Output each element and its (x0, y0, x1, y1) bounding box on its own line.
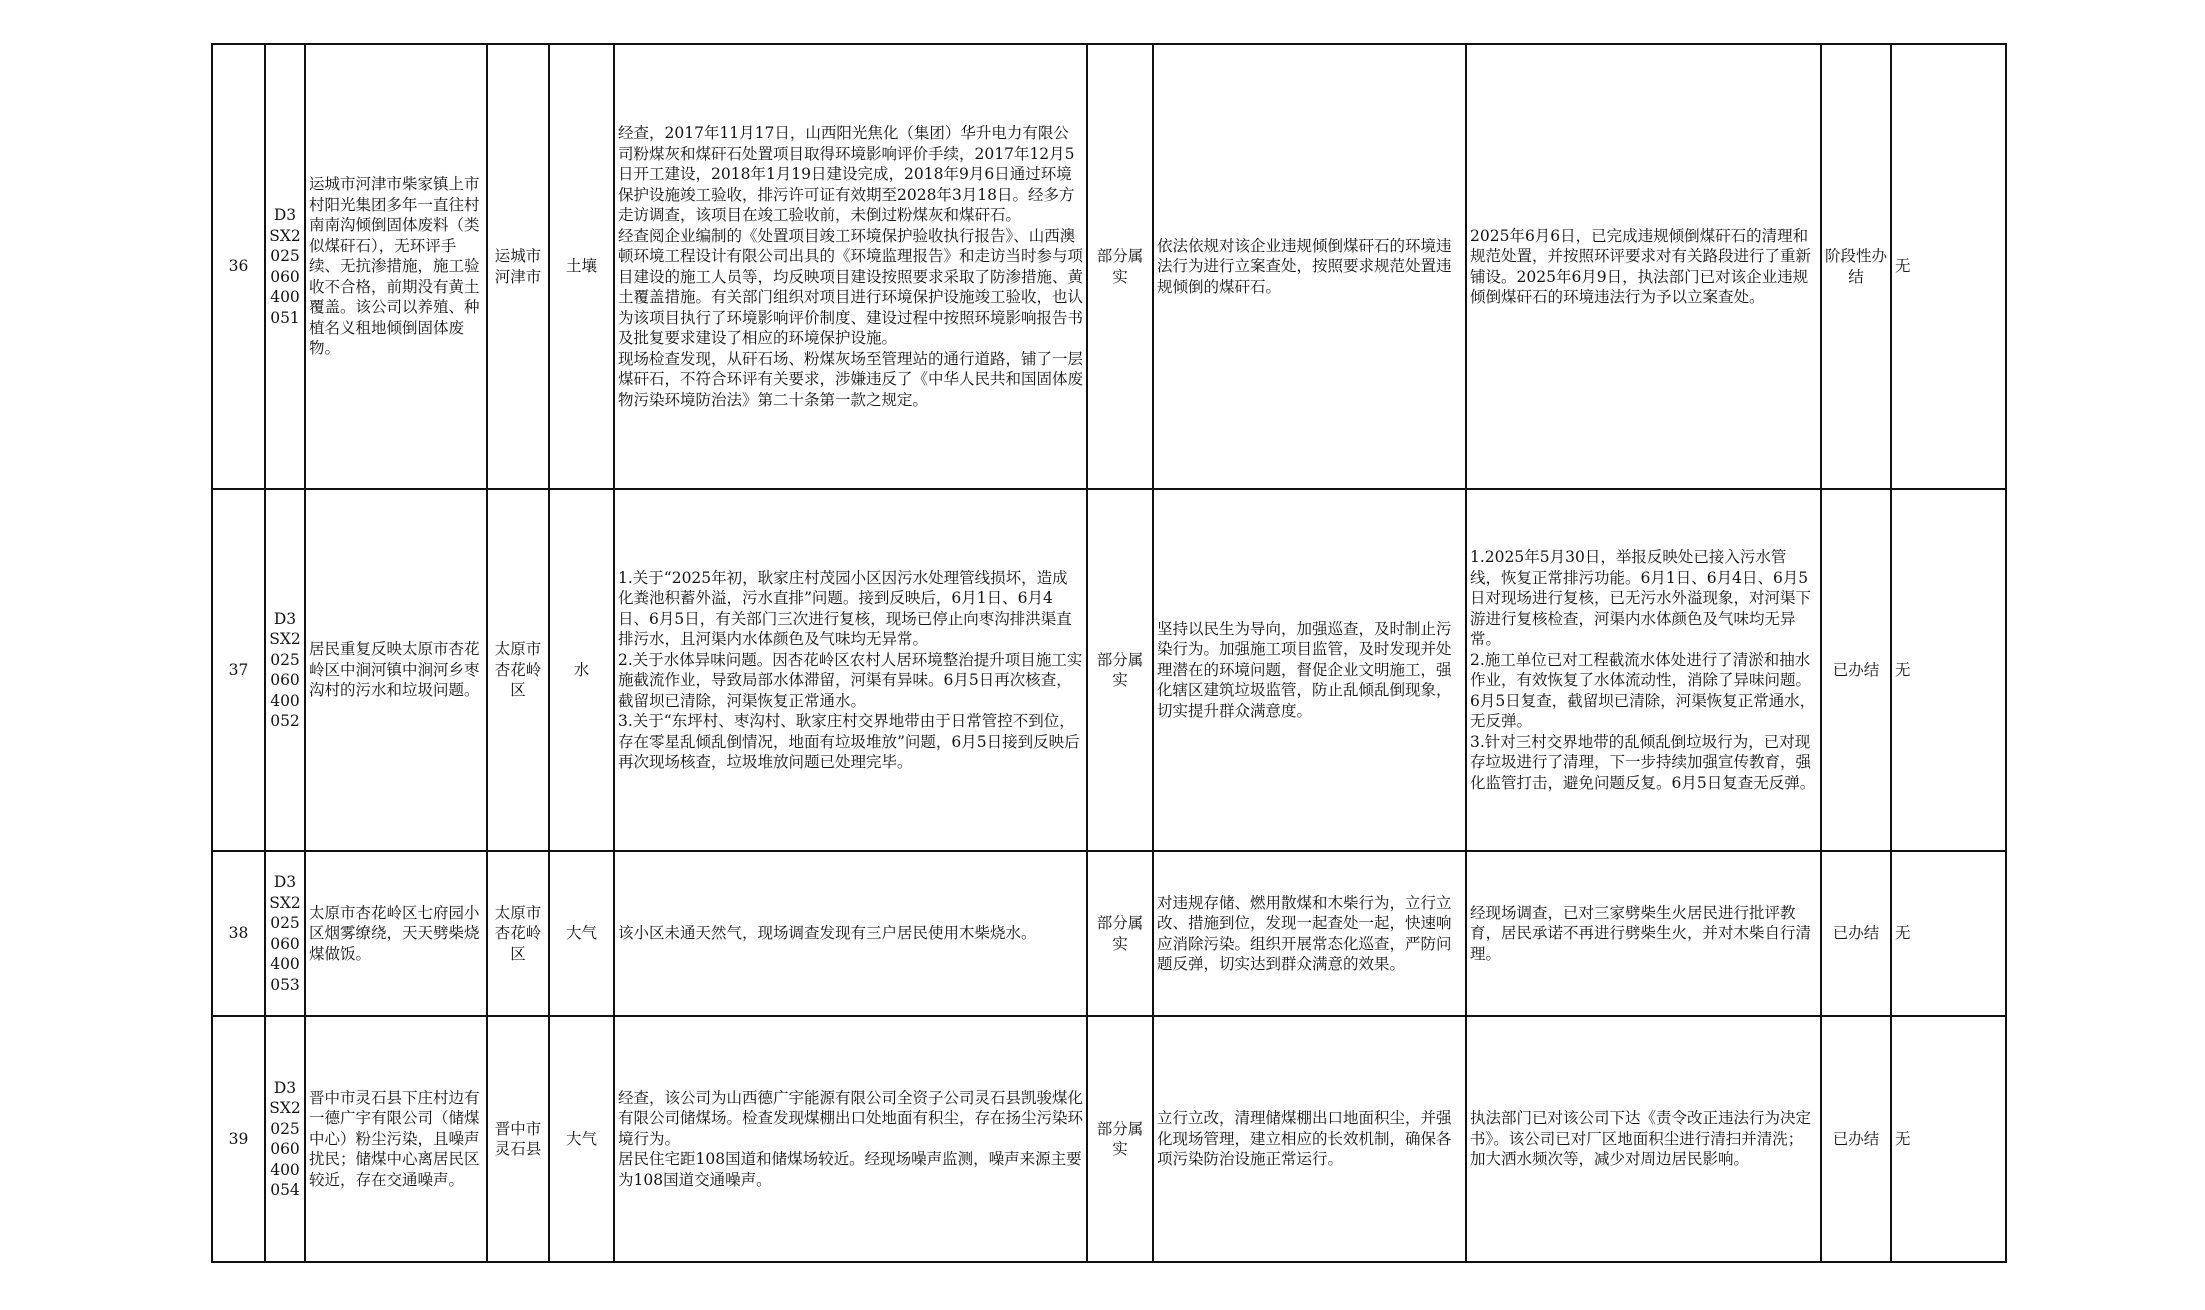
rectification-progress-paragraph: 1.2025年5月30日，举报反映处已接入污水管线，恢复正常排污功能。6月1日、6月4日、6月5日对现场进行复核，已无污水外溢现象，对河渠下游进行复核检查，河渠内水体颜色及气味均无异常。 (1470, 548, 1812, 648)
rectification-measures: 立行立改，清理储煤棚出口地面积尘，并强化现场管理，建立相应的长效机制，确保各项污染防治设施正常运行。 (1153, 1016, 1466, 1262)
investigation-findings (614, 489, 1087, 851)
rectification-progress (1466, 1016, 1821, 1262)
pollution-type: 水 (549, 489, 614, 851)
investigation-findings-paragraph: 经查阅企业编制的《处置项目竣工环境保护验收执行报告》、山西澳顿环境工程设计有限公司出具的《环境监理报告》和走访当时参与项目建设的施工人员等，均反映项目建设按照要求采取了防渗措施、黄土覆盖措施。有关部门组织对项目进行环境保护设施竣工验收，也认为该项目执行了环境影响评价制度、建设过程中按照环境影响报告书及批复要求建设了相应的环境保护设施。 (618, 226, 1084, 347)
investigation-findings-paragraph: 3.关于“东坪村、枣沟村、耿家庄村交界地带由于日常管控不到位，存在零星乱倾乱倒情况，地面有垃圾堆放”问题，6月5日接到反映后再次现场核查，垃圾堆放问题已处理完毕。 (618, 712, 1080, 771)
table-body (212, 44, 2006, 1262)
region: 太原市杏花岭区 (487, 489, 549, 851)
row-number: 36 (212, 44, 265, 489)
investigation-findings (614, 44, 1087, 489)
verdict: 部分属实 (1087, 851, 1153, 1016)
complaint-code: D3SX2025060400051 (265, 44, 305, 489)
document-page (211, 43, 2005, 1263)
rectification-measures: 坚持以民生为导向，加强巡查，及时制止污染行为。加强施工项目监管，及时发现并处理潜在的环境问题，督促企业文明施工，强化辖区建筑垃圾监管，防止乱倾乱倒现象，切实提升群众满意度。 (1153, 489, 1466, 851)
verdict: 部分属实 (1087, 1016, 1153, 1262)
accountability: 无 (1891, 489, 2006, 851)
investigation-findings-paragraph: 经查，2017年11月17日，山西阳光焦化（集团）华升电力有限公司粉煤灰和煤矸石处置项目取得环境影响评价手续，2017年12月5日开工建设，2018年1月19日建设完成，2018年9月6日通过环境保护设施竣工验收，排污许可证有效期至2028年3月18日。经多方走访调查，该项目在竣工验收前，未倒过粉煤灰和煤矸石。 (618, 124, 1075, 224)
table-row (212, 44, 2006, 489)
complaint-code: D3SX2025060400052 (265, 489, 305, 851)
complaint-table (211, 43, 2007, 1263)
complaint-code: D3SX2025060400054 (265, 1016, 305, 1262)
row-number: 37 (212, 489, 265, 851)
complaint-content: 晋中市灵石县下庄村边有一德广宇有限公司（储煤中心）粉尘污染，且噪声扰民；储煤中心离居民区较近，存在交通噪声。 (305, 1016, 487, 1262)
completion-status: 阶段性办结 (1821, 44, 1891, 489)
complaint-content: 居民重复反映太原市杏花岭区中涧河镇中涧河乡枣沟村的污水和垃圾问题。 (305, 489, 487, 851)
investigation-findings (614, 851, 1087, 1016)
complaint-content: 太原市杏花岭区七府园小区烟雾缭绕，天天劈柴烧煤做饭。 (305, 851, 487, 1016)
completion-status: 已办结 (1821, 851, 1891, 1016)
row-number: 38 (212, 851, 265, 1016)
rectification-progress (1466, 44, 1821, 489)
rectification-progress-paragraph: 3.针对三村交界地带的乱倾乱倒垃圾行为，已对现存垃圾进行了清理，下一步持续加强宣传教育，强化监管打击，避免问题反复。6月5日复查无反弹。 (1470, 732, 1816, 792)
row-number: 39 (212, 1016, 265, 1262)
completion-status: 已办结 (1821, 1016, 1891, 1262)
pollution-type: 大气 (549, 1016, 614, 1262)
accountability: 无 (1891, 44, 2006, 489)
rectification-progress-paragraph: 2025年6月6日，已完成违规倾倒煤矸石的清理和规范处置，并按照环评要求对有关路段进行了重新铺设。2025年6月9日，执法部门已对该企业违规倾倒煤矸石的环境违法行为予以立案查处。 (1470, 226, 1812, 306)
rectification-progress-paragraph: 2.施工单位已对工程截流水体处进行了清淤和抽水作业，有效恢复了水体流动性，消除了异味问题。6月5日复查，截留坝已清除，河渠恢复正常通水，无反弹。 (1470, 650, 1816, 730)
investigation-findings-paragraph: 现场检查发现，从矸石场、粉煤灰场至管理站的通行道路，铺了一层煤矸石，不符合环评有关要求，涉嫌违反了《中华人民共和国固体废物污染环境防治法》第二十条第一款之规定。 (618, 349, 1084, 409)
region: 太原市杏花岭区 (487, 851, 549, 1016)
rectification-progress-paragraph: 经现场调查，已对三家劈柴生火居民进行批评教育，居民承诺不再进行劈柴生火，并对木柴自行清理。 (1470, 903, 1812, 963)
accountability: 无 (1891, 851, 2006, 1016)
complaint-code: D3SX2025060400053 (265, 851, 305, 1016)
table-row (212, 1016, 2006, 1262)
investigation-findings-paragraph: 经查，该公司为山西德广宇能源有限公司全资子公司灵石县凯骏煤化有限公司储煤场。检查发现煤棚出口处地面有积尘，存在扬尘污染环境行为。 (618, 1088, 1084, 1148)
verdict: 部分属实 (1087, 489, 1153, 851)
investigation-findings-paragraph: 2.关于水体异味问题。因杏花岭区农村人居环境整治提升项目施工实施截流作业，导致局部水体滞留，河渠有异味。6月5日再次核查，截留坝已清除，河渠恢复正常通水。 (618, 650, 1083, 710)
completion-status: 已办结 (1821, 489, 1891, 851)
table-row (212, 851, 2006, 1016)
investigation-findings-paragraph: 该小区未通天然气，现场调查发现有三户居民使用木柴烧水。 (618, 924, 1037, 943)
rectification-progress (1466, 851, 1821, 1016)
investigation-findings-paragraph: 居民住宅距108国道和储煤场较近。经现场噪声监测，噪声来源主要为108国道交通噪声。 (618, 1150, 1082, 1189)
rectification-progress-paragraph: 执法部门已对该公司下达《责令改正违法行为决定书》。该公司已对厂区地面积尘进行清扫并清洗；加大洒水频次等，减少对周边居民影响。 (1470, 1109, 1812, 1169)
table-row (212, 489, 2006, 851)
verdict: 部分属实 (1087, 44, 1153, 489)
rectification-measures: 依法依规对该企业违规倾倒煤矸石的环境违法行为进行立案查处，按照要求规范处置违规倾倒的煤矸石。 (1153, 44, 1466, 489)
pollution-type: 大气 (549, 851, 614, 1016)
rectification-progress (1466, 489, 1821, 851)
region: 晋中市灵石县 (487, 1016, 549, 1262)
complaint-content: 运城市河津市柴家镇上市村阳光集团多年一直往村南南沟倾倒固体废料（类似煤矸石），无环评手续、无抗渗措施，施工验收不合格，前期没有黄土覆盖。该公司以养殖、种植名义租地倾倒固体废物。 (305, 44, 487, 489)
region: 运城市河津市 (487, 44, 549, 489)
accountability: 无 (1891, 1016, 2006, 1262)
investigation-findings (614, 1016, 1087, 1262)
investigation-findings-paragraph: 1.关于“2025年初，耿家庄村茂园小区因污水处理管线损坏，造成化粪池积蓄外溢，污水直排”问题。接到反映后，6月1日、6月4日、6月5日，有关部门三次进行复核，现场已停止向枣沟排洪渠直排污水，且河渠内水体颜色及气味均无异常。 (618, 568, 1072, 648)
pollution-type: 土壤 (549, 44, 614, 489)
rectification-measures: 对违规存储、燃用散煤和木柴行为，立行立改、措施到位，发现一起查处一起，快速响应消除污染。组织开展常态化巡查，严防问题反弹，切实达到群众满意的效果。 (1153, 851, 1466, 1016)
